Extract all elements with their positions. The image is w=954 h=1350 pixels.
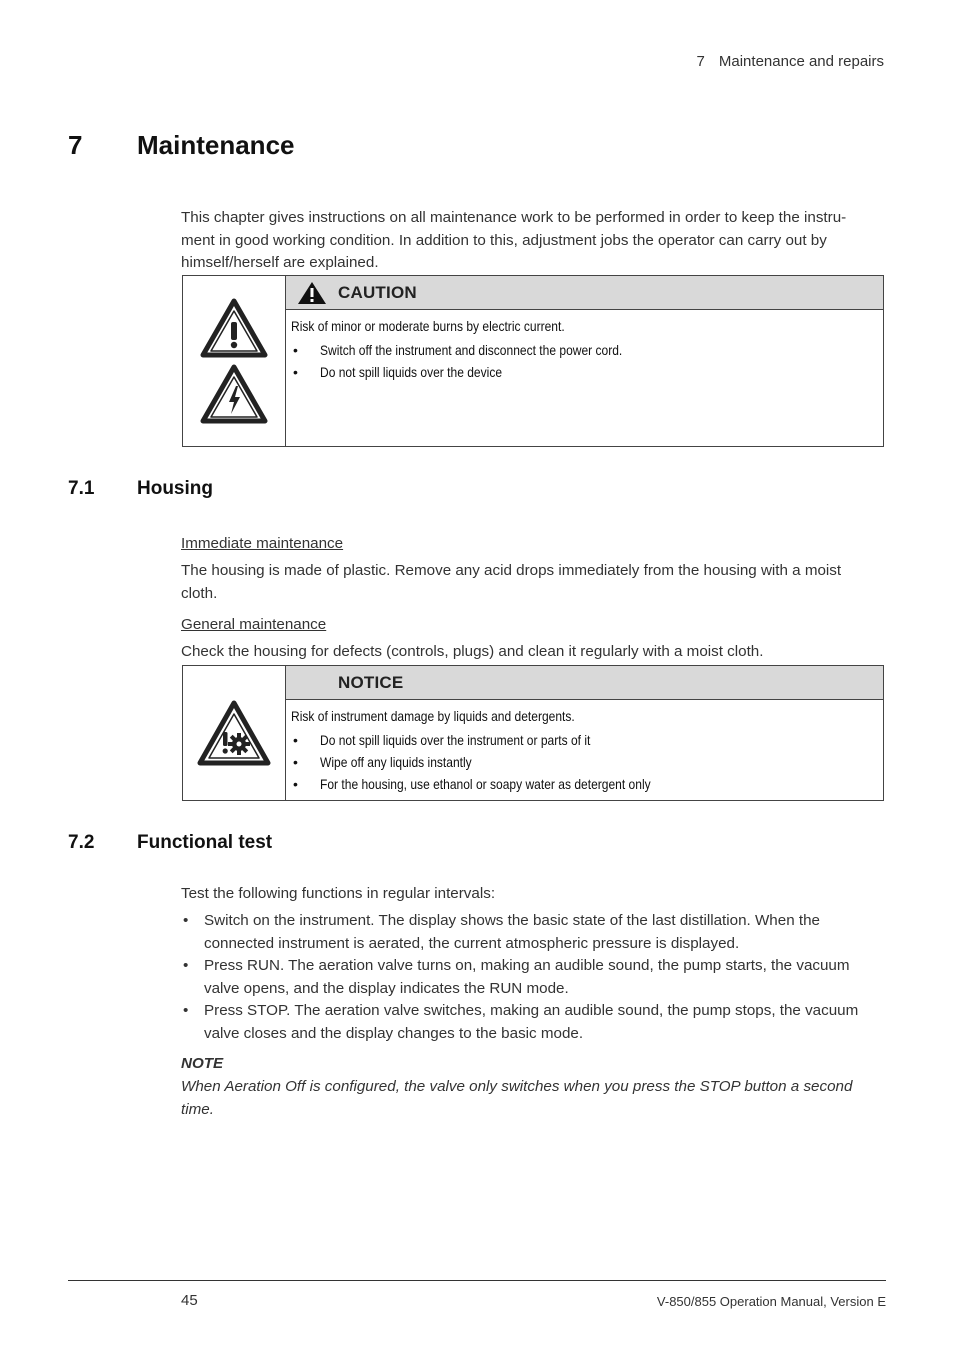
general-maintenance-text: Check the housing for defects (controls, plugs) and clean it regularly with a moist cloth. bbox=[181, 643, 764, 660]
functional-test-item: • Switch on the instrument. The display shows the basic state of the last distillation. When the connected instrument is aerated, the current atmospheric pressure is displayed. bbox=[181, 910, 881, 955]
caution-lead: Risk of minor or moderate burns by electric current. bbox=[291, 318, 565, 334]
general-maintenance-label: General maintenance bbox=[181, 616, 327, 633]
notice-title-bar bbox=[286, 666, 883, 700]
chapter-title: Maintenance bbox=[137, 130, 295, 160]
equipment-damage-warning-icon bbox=[197, 700, 271, 766]
caution-list bbox=[291, 339, 878, 383]
caution-body bbox=[286, 310, 883, 388]
caution-list-item: • Do not spill liquids over the device bbox=[291, 361, 878, 383]
immediate-maintenance-label: Immediate maintenance bbox=[181, 535, 344, 552]
notice-body bbox=[286, 700, 883, 800]
chapter-heading bbox=[68, 130, 295, 161]
notice-icon-column bbox=[183, 666, 286, 800]
notice-list-item: • Wipe off any liquids instantly bbox=[291, 751, 878, 773]
chapter-number: 7 bbox=[68, 130, 83, 160]
caution-list-item: • Switch off the instrument and disconnect the power cord. bbox=[291, 339, 878, 361]
notice-list-item: • Do not spill liquids over the instrument or parts of it bbox=[291, 729, 878, 751]
section-title: Housing bbox=[137, 478, 213, 499]
section-number: 7.1 bbox=[68, 478, 95, 499]
notice-box bbox=[182, 665, 884, 801]
caution-icon-column bbox=[183, 276, 286, 446]
notice-list bbox=[291, 729, 878, 795]
notice-label: NOTICE bbox=[338, 672, 404, 692]
header-chapter-title: Maintenance and repairs bbox=[718, 53, 884, 70]
page-number: 45 bbox=[181, 1292, 198, 1309]
general-warning-icon bbox=[200, 298, 268, 358]
section-title: Functional test bbox=[137, 832, 273, 853]
document-title: V-850/855 Operation Manual, Version E bbox=[656, 1294, 886, 1309]
section-heading-functional-test bbox=[68, 832, 272, 854]
functional-test-intro: Test the following functions in regular intervals: bbox=[181, 885, 496, 902]
functional-test-item: • Press STOP. The aeration valve switches, making an audible sound, the pump stops, the vacuum valve closes and the display changes to the basic mode. bbox=[181, 1000, 881, 1045]
footer-divider bbox=[68, 1280, 886, 1281]
running-header bbox=[697, 53, 884, 70]
intro-paragraph: This chapter gives instructions on all maintenance work to be performed in order to keep the instru- ment in good working condition. In addition to this, adjustment jobs the operator can carry out by himself/herself are explained. bbox=[181, 209, 847, 271]
functional-test-list bbox=[181, 910, 881, 1045]
caution-label: CAUTION bbox=[338, 282, 417, 302]
header-chapter-number: 7 bbox=[696, 53, 705, 70]
section-number: 7.2 bbox=[68, 832, 95, 853]
notice-lead: Risk of instrument damage by liquids and detergents. bbox=[291, 708, 575, 724]
electric-shock-warning-icon bbox=[200, 364, 268, 424]
functional-test-item: • Press RUN. The aeration valve turns on, making an audible sound, the pump starts, the vacuum valve opens, and the display indicates the RUN mode. bbox=[181, 955, 881, 1000]
caution-warning-icon bbox=[297, 281, 327, 305]
section-heading-housing bbox=[68, 478, 213, 500]
caution-title-bar bbox=[286, 276, 883, 310]
note-text: When Aeration Off is configured, the valve only switches when you press the STOP button a second time. bbox=[181, 1078, 853, 1118]
note-title: NOTE bbox=[181, 1055, 224, 1072]
notice-list-item: • For the housing, use ethanol or soapy water as detergent only bbox=[291, 773, 878, 795]
immediate-maintenance-text: The housing is made of plastic. Remove any acid drops immediately from the housing with a moist cloth. bbox=[181, 562, 842, 602]
caution-box bbox=[182, 275, 884, 447]
